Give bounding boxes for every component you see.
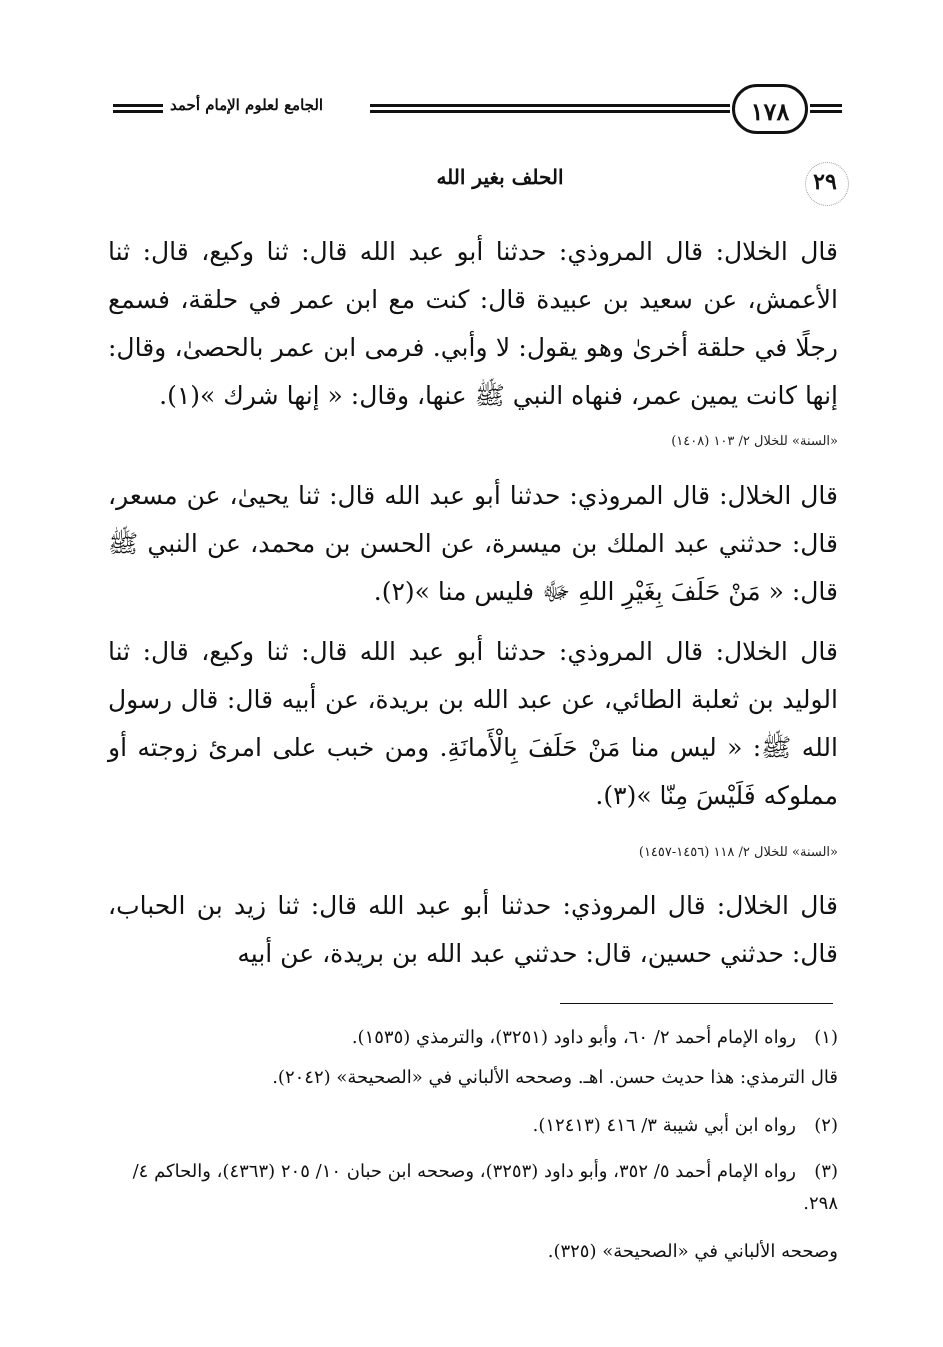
footnote-1-continuation [108, 1062, 880, 1094]
footnote-separator [560, 1003, 833, 1004]
source-citation-1: «السنة» للخلال ٢/ ١٠٣ (١٤٠٨) [671, 434, 838, 449]
header-rule-middle [370, 104, 730, 116]
footnote-2 [108, 1110, 838, 1142]
paragraph-3: قال الخلال: قال المروذي: حدثنا أبو عبد الله قال: ثنا وكيع، قال: ثنا الوليد بن ثعلبة الطائي، عن عبد الله بن بريدة، عن أبيه قال: قال رسول الله ﷺ: « ليس منا مَنْ حَلَفَ بِالْأَمانَةِ. ومن خبب على امرئ زوجته أو مملوكه فَلَيْسَ مِنّا »(٣). [108, 637, 838, 810]
footnote-3-continuation [108, 1236, 880, 1268]
header-rule-right [810, 104, 842, 116]
running-header [108, 82, 842, 142]
footnote-text: رواه ابن أبي شيبة ٣/ ٤١٦ (١٢٤١٣). [532, 1115, 796, 1136]
footnote-mark: (٢) [814, 1115, 838, 1136]
footnote-mark: (٣) [814, 1161, 838, 1182]
footnote-text: وصححه الألباني في «الصحيحة» (٣٢٥). [547, 1241, 838, 1262]
header-rule-left [113, 104, 163, 116]
book-title: الجامع لعلوم الإمام أحمد [170, 96, 324, 114]
paragraph-2: قال الخلال: قال المروذي: حدثنا أبو عبد الله قال: ثنا يحيىٰ، عن مسعر، قال: حدثني عبد الملك بن ميسرة، عن الحسن بن محمد، عن النبي ﷺ قال: « مَنْ حَلَفَ بِغَيْرِ اللهِ ﷻ فليس منا »(٢). [108, 481, 838, 606]
section-title: الحلف بغير الله [436, 165, 564, 189]
footnote-3 [108, 1156, 838, 1220]
footnote-text: قال الترمذي: هذا حديث حسن. اهـ. وصححه الألباني في «الصحيحة» (٢٠٤٢). [272, 1067, 838, 1088]
footnote-text: رواه الإمام أحمد ٢/ ٦٠، وأبو داود (٣٢٥١)، والترمذي (١٥٣٥). [351, 1027, 796, 1048]
footnote-text: رواه الإمام أحمد ٥/ ٣٥٢، وأبو داود (٣٢٥٣)، وصححه ابن حبان ١٠/ ٢٠٥ (٤٣٦٣)، والحاكم ٤/ ٢٩٨. [132, 1161, 838, 1214]
footnote-1 [108, 1022, 838, 1054]
paragraph-1: قال الخلال: قال المروذي: حدثنا أبو عبد الله قال: ثنا وكيع، قال: ثنا الأعمش، عن سعيد بن عبيدة قال: كنت مع ابن عمر في حلقة، فسمع رجلًا في حلقة أخرىٰ وهو يقول: لا وأبي. فرمى ابن عمر بالحصىٰ، وقال: إنها كانت يمين عمر، فنهاه النبي ﷺ عنها، وقال: « إنها شرك »(١). [108, 237, 838, 410]
paragraph-4: قال الخلال: قال المروذي: حدثنا أبو عبد الله قال: ثنا زيد بن الحباب، قال: حدثني حسين، قال: حدثني عبد الله بن بريدة، عن أبيه [108, 891, 838, 968]
page-number: ١٧٨ [732, 84, 808, 134]
section-number: ٢٩ [813, 169, 837, 195]
footnote-mark: (١) [814, 1027, 838, 1048]
source-citation-2: «السنة» للخلال ٢/ ١١٨ (١٤٥٦-١٤٥٧) [638, 845, 838, 860]
